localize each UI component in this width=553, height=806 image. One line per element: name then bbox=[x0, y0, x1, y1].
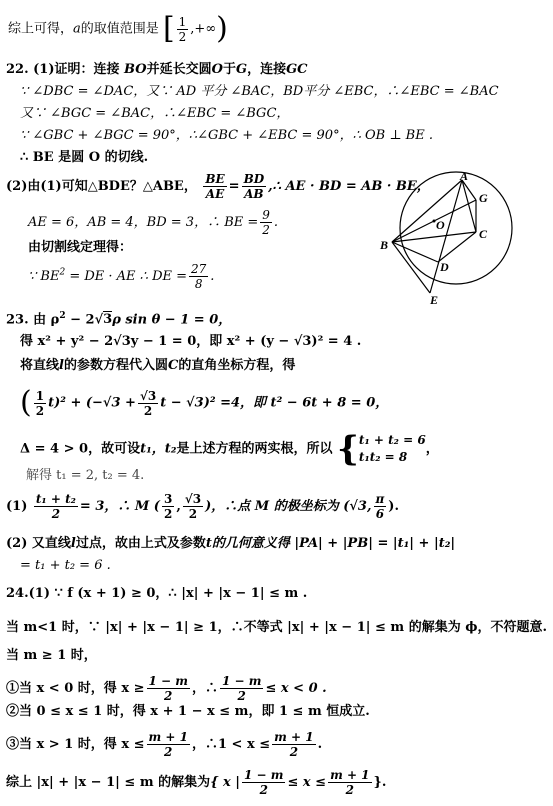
var: G bbox=[235, 62, 248, 77]
text: = DE · AE ∴ DE = bbox=[65, 269, 188, 284]
numerator: t₁ + t₂ bbox=[35, 492, 76, 506]
text: ，连接 bbox=[247, 62, 287, 77]
denominator: 2 bbox=[143, 403, 153, 418]
label-G: G bbox=[479, 191, 488, 205]
q23-line-8 bbox=[6, 536, 455, 552]
var: t₁，t₂ bbox=[140, 441, 177, 457]
q22-line-3: 又∵ ∠BGC = ∠BAC，∴∠EBC = ∠BGC， bbox=[20, 106, 290, 121]
var: l bbox=[70, 536, 76, 551]
q22-line-4: ∵ ∠GBC + ∠BGC = 90°，∴∠GBC + ∠EBC = 90°，∴ OB ⊥ BE . bbox=[20, 128, 433, 143]
text: 将直线 bbox=[20, 358, 60, 373]
text: . bbox=[273, 215, 279, 230]
text: ，∴1 < x ≤ bbox=[191, 737, 271, 752]
q22-line-7 bbox=[28, 208, 278, 237]
q23-line-1: 23. 由 $\rho^2 - 2√3\rho$ sin θ − 1 = 0， bbox=[6, 311, 232, 328]
label-E: E bbox=[430, 293, 439, 305]
text: Δ = 4 > 0，故可设 bbox=[20, 441, 141, 457]
label-B: B bbox=[380, 238, 389, 252]
text: ③当 x > 1 时，得 x ≤ bbox=[6, 737, 145, 752]
numerator: √3 bbox=[184, 492, 202, 506]
fraction bbox=[374, 492, 387, 521]
numerator: 9 bbox=[262, 208, 270, 222]
text: )，∴点 M 的极坐标为 (√3, bbox=[205, 499, 372, 514]
numerator: √3 bbox=[139, 388, 157, 403]
q24-line-4 bbox=[6, 674, 327, 703]
denominator: 2 bbox=[262, 223, 270, 237]
text: 并延长交圆 bbox=[146, 62, 212, 77]
radicand: 3 bbox=[103, 312, 113, 328]
fraction bbox=[272, 730, 315, 759]
text: 综上可得， bbox=[8, 21, 74, 37]
numerator: π bbox=[375, 492, 385, 506]
fraction bbox=[147, 674, 190, 703]
fraction bbox=[34, 389, 46, 418]
geometry-figure bbox=[378, 170, 538, 305]
q22-line-5: ∴ BE 是圆 O 的切线. bbox=[20, 150, 149, 165]
denominator: 2 bbox=[237, 689, 246, 703]
var: BO bbox=[124, 62, 147, 77]
fraction bbox=[242, 768, 285, 797]
text: 的几何意义得 |PA| + |PB| = |t₁| + |t₂| bbox=[211, 536, 456, 551]
denominator: 2 bbox=[345, 783, 354, 797]
var-a: a bbox=[73, 21, 81, 37]
q23-line-5 bbox=[20, 429, 439, 469]
fraction bbox=[242, 172, 267, 201]
text: 于 bbox=[222, 62, 236, 77]
fraction bbox=[162, 492, 174, 521]
text: = 3，∴ M ( bbox=[79, 499, 160, 514]
q22-line-6 bbox=[6, 172, 430, 201]
var: l bbox=[59, 358, 64, 373]
text: 的取值范围是 bbox=[80, 21, 159, 37]
text: 综上 |x| + |x − 1| ≤ m 的解集为 bbox=[6, 775, 211, 790]
circle-O bbox=[400, 172, 512, 284]
numerator: 27 bbox=[191, 262, 207, 276]
denominator: AB bbox=[244, 187, 264, 201]
paren: ( bbox=[20, 385, 32, 420]
fraction bbox=[34, 492, 78, 521]
equals: = bbox=[228, 179, 240, 194]
var: t bbox=[205, 536, 212, 551]
denominator: 2 bbox=[188, 507, 198, 521]
numerator: 1 bbox=[35, 388, 45, 403]
text: ，∴ bbox=[191, 681, 218, 696]
var: GC bbox=[286, 62, 308, 77]
text: { x | bbox=[210, 775, 241, 790]
numerator: 1 − m bbox=[244, 768, 284, 782]
text: , bbox=[176, 499, 181, 514]
var: O bbox=[211, 62, 223, 77]
fraction bbox=[220, 674, 263, 703]
q23-line-9: = t₁ + t₂ = 6 . bbox=[20, 558, 111, 573]
text: ≤ x < 0 . bbox=[265, 681, 327, 696]
text: 的参数方程代入圆 bbox=[63, 358, 168, 373]
q23-line-2: 得 x² + y² − 2√3y − 1 = 0，即 x² + (y − √3)² = 4 . bbox=[20, 334, 362, 349]
fraction bbox=[138, 389, 158, 418]
fraction bbox=[260, 208, 272, 237]
fraction bbox=[177, 15, 189, 44]
denominator: 2 bbox=[259, 783, 268, 797]
fraction bbox=[203, 172, 226, 201]
text: ). bbox=[388, 499, 399, 514]
q23-line-4 bbox=[20, 385, 389, 420]
denominator: 2 bbox=[164, 689, 173, 703]
q22-line-9 bbox=[28, 262, 214, 291]
equation-system bbox=[359, 432, 426, 466]
text: ≤ x ≤ bbox=[287, 775, 327, 790]
text: 的直角坐标方程，得 bbox=[178, 358, 296, 373]
denominator: 2 bbox=[163, 507, 173, 521]
q22-line-1 bbox=[6, 62, 308, 78]
bracket: [ bbox=[162, 11, 175, 46]
text: 过点，故由上式及参数 bbox=[75, 536, 206, 551]
line-CD bbox=[438, 232, 476, 262]
numerator: 1 bbox=[178, 14, 187, 29]
var: C bbox=[167, 358, 179, 373]
text: t − √3)² =4，即 t² − 6t + 8 = 0， bbox=[160, 395, 389, 411]
bracket: ) bbox=[216, 11, 228, 46]
text: ,∴ AE · BD = AB · BE， bbox=[268, 179, 430, 194]
text: }. bbox=[373, 775, 387, 790]
denominator: AE bbox=[205, 187, 225, 201]
text: (2) 又直线 bbox=[6, 536, 71, 551]
numerator: BE bbox=[205, 172, 225, 186]
q24-line-6 bbox=[6, 730, 322, 759]
q24-line-2: 当 m<1 时，∵ |x| + |x − 1| ≥ 1，∴不等式 |x| + |x − 1| ≤ m 的解集为 ϕ，不符题意. bbox=[6, 620, 548, 635]
text: ρ sin θ − 1 = 0， bbox=[112, 312, 232, 328]
text: 是上述方程的两实根，所以 bbox=[176, 441, 333, 457]
q23-line-6: 解得 t₁ = 2, t₂ = 4. bbox=[26, 468, 145, 483]
numerator: 1 − m bbox=[221, 674, 262, 688]
exponent: 2 bbox=[59, 311, 66, 321]
numerator: m + 1 bbox=[148, 730, 188, 744]
denominator: 6 bbox=[375, 507, 385, 521]
text: . bbox=[210, 269, 215, 284]
text: AE = 6，AB = 4，BD = 3，∴ BE = bbox=[28, 215, 259, 230]
left-brace: { bbox=[337, 429, 359, 469]
equation: t₁t₂ = 8 bbox=[358, 450, 408, 464]
fraction bbox=[189, 262, 208, 291]
text: − 2 bbox=[65, 312, 95, 328]
text: ,+∞ bbox=[190, 21, 217, 37]
q23-line-7 bbox=[6, 492, 399, 521]
fraction bbox=[328, 768, 371, 797]
line-BC bbox=[392, 232, 476, 242]
text: (1) bbox=[6, 499, 28, 514]
numerator: 1 − m bbox=[148, 674, 188, 688]
q23-line-3 bbox=[20, 358, 295, 374]
text: 22. (1)证明：连接 bbox=[6, 62, 120, 77]
q22-line-2: ∵ ∠DBC = ∠DAC，又∵ AD 平分 ∠BAC，BD平分 ∠EBC，∴∠EBC = ∠BAC bbox=[20, 84, 499, 99]
text: 23. 由 ρ bbox=[6, 312, 60, 328]
label-C: C bbox=[479, 227, 488, 241]
q24-line-1: 24.(1) ∵ f (x + 1) ≥ 0，∴ |x| + |x − 1| ≤ m . bbox=[6, 586, 308, 601]
text: ∵ BE bbox=[28, 269, 60, 284]
q24-line-3: 当 m ≥ 1 时， bbox=[6, 648, 97, 663]
label-O: O bbox=[436, 218, 445, 232]
denominator: 2 bbox=[164, 745, 173, 759]
q24-line-7 bbox=[6, 768, 386, 797]
denominator: 8 bbox=[194, 277, 203, 291]
text: (2)由(1)可知△BDE？△ABE， bbox=[6, 179, 197, 194]
q24-line-5: ②当 0 ≤ x ≤ 1 时，得 x + 1 − x ≤ m，即 1 ≤ m 恒成立. bbox=[6, 704, 370, 719]
fraction bbox=[183, 492, 203, 521]
denominator: 2 bbox=[35, 403, 45, 418]
denominator: 2 bbox=[51, 507, 61, 521]
text: ， bbox=[425, 441, 439, 457]
numerator: BD bbox=[243, 172, 265, 186]
conclusion-line bbox=[8, 11, 228, 46]
fraction bbox=[147, 730, 190, 759]
label-A: A bbox=[460, 170, 469, 183]
numerator: m + 1 bbox=[274, 730, 314, 744]
text: t)² + (−√3 + bbox=[48, 395, 136, 411]
denominator: 2 bbox=[178, 29, 187, 44]
text: ①当 x < 0 时，得 x ≥ bbox=[6, 681, 145, 696]
denominator: 2 bbox=[289, 745, 299, 759]
numerator: 3 bbox=[163, 492, 173, 506]
q22-line-8: 由切割线定理得： bbox=[28, 240, 133, 255]
equation: t₁ + t₂ = 6 bbox=[358, 433, 426, 447]
label-D: D bbox=[440, 260, 449, 274]
numerator: m + 1 bbox=[330, 768, 370, 782]
exponent: 2 bbox=[59, 267, 66, 278]
text: . bbox=[317, 737, 323, 752]
